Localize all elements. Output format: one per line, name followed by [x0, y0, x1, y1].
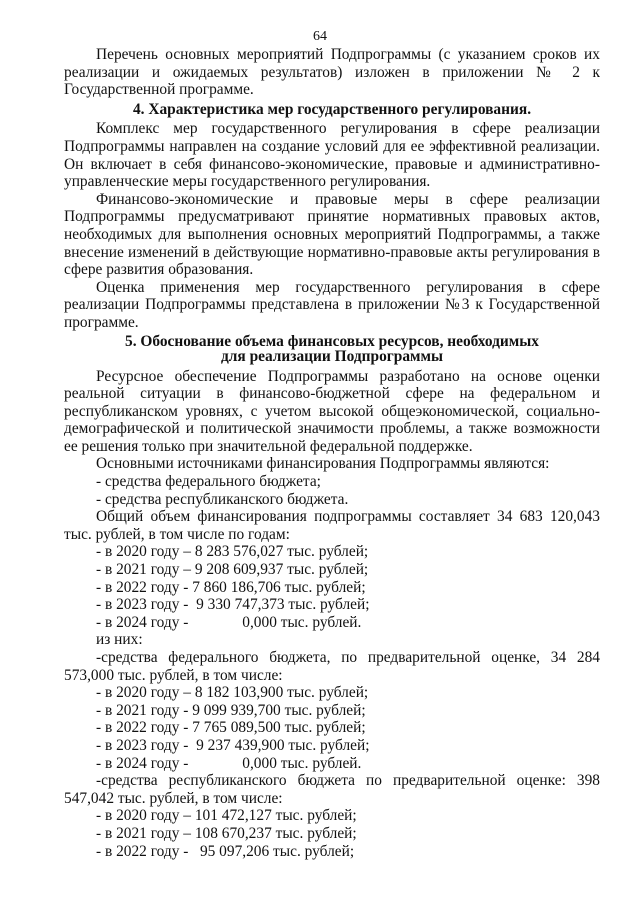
total-year-item: - в 2020 году – 8 283 576,027 тыс. рублей;: [96, 543, 369, 561]
section4-paragraph-2: Финансово-экономические и правовые меры в сфере реализации Подпрограммы предусматривают принятие нормативных правовых актов, необходимых для выполнения основных мероприятий Подпрограммы, а также внесение изменений в действующие нормативно-правовые акты регулирования в сфере развития образования.: [64, 190, 600, 279]
document-body: [64, 46, 600, 860]
total-year-item: - в 2024 году - 0,000 тыс. рублей.: [96, 613, 362, 631]
republic-year-item: - в 2022 году - 95 097,206 тыс. рублей;: [96, 842, 355, 860]
federal-year-item: - в 2020 году – 8 182 103,900 тыс. рублей;: [96, 684, 369, 702]
section5-heading-line1: 5. Обоснование объема финансовых ресурсов, необходимых: [125, 332, 539, 350]
funding-source-item: - средства федерального бюджета;: [96, 473, 321, 491]
republic-year-item: - в 2021 году – 108 670,237 тыс. рублей;: [96, 824, 357, 842]
section4-heading: 4. Характеристика мер государственного регулирования.: [132, 100, 532, 118]
section4-paragraph-3: Оценка применения мер государственного регулирования в сфере реализации Подпрограммы представлена в приложении №3 к Государственной программе.: [64, 278, 600, 331]
total-funding-paragraph: Общий объем финансирования подпрограммы составляет 34 683 120,043 тыс. рублей, в том числе по годам:: [64, 508, 600, 543]
federal-year-item: - в 2021 году - 9 099 939,700 тыс. рублей;: [96, 701, 366, 719]
total-year-item: - в 2022 году - 7 860 186,706 тыс. рублей;: [96, 578, 366, 596]
federal-year-item: - в 2022 году - 7 765 089,500 тыс. рублей;: [96, 719, 366, 737]
page-number: 64: [313, 29, 327, 44]
intro-paragraph: Перечень основных мероприятий Подпрограммы (с указанием сроков их реализации и ожидаемых результатов) изложен в приложении № 2 к Государственной программе.: [64, 46, 600, 99]
section5-heading-line2: для реализации Подпрограммы: [220, 347, 443, 365]
section5-paragraph-2: Основными источниками финансирования Подпрограммы являются:: [96, 455, 550, 473]
funding-source-item: - средства республиканского бюджета.: [96, 490, 349, 508]
section5-heading: [64, 334, 600, 364]
federal-year-item: - в 2024 году - 0,000 тыс. рублей.: [96, 754, 362, 772]
total-year-item: - в 2021 году – 9 208 609,937 тыс. рублей;: [96, 561, 369, 579]
of-them-label: из них:: [96, 631, 143, 649]
republic-funding-paragraph: -средства республиканского бюджета по предварительной оценке: 398 547,042 тыс. рублей, в том числе:: [64, 772, 600, 807]
section4-paragraph-1: Комплекс мер государственного регулирования в сфере реализации Подпрограммы направлен на создание условий для ее эффективной реализации. Он включает в себя финансово-экономические, правовые и административно-управленческие меры государственного регулирования.: [64, 120, 600, 191]
federal-year-item: - в 2023 году - 9 237 439,900 тыс. рублей;: [96, 736, 370, 754]
section5-paragraph-1: Ресурсное обеспечение Подпрограммы разработано на основе оценки реальной ситуации в финансово-бюджетной сфере на федеральном и республиканском уровнях, с учетом высокой общеэкономической, социально-демографической и политической значимости проблемы, а также возможности ее решения только при значительной федеральной поддержке.: [64, 367, 600, 455]
federal-funding-paragraph: -средства федерального бюджета, по предварительной оценке, 34 284 573,000 тыс. рублей, в том числе:: [64, 649, 600, 684]
republic-year-item: - в 2020 году – 101 472,127 тыс. рублей;: [96, 807, 357, 825]
total-year-item: - в 2023 году - 9 330 747,373 тыс. рублей;: [96, 596, 370, 614]
